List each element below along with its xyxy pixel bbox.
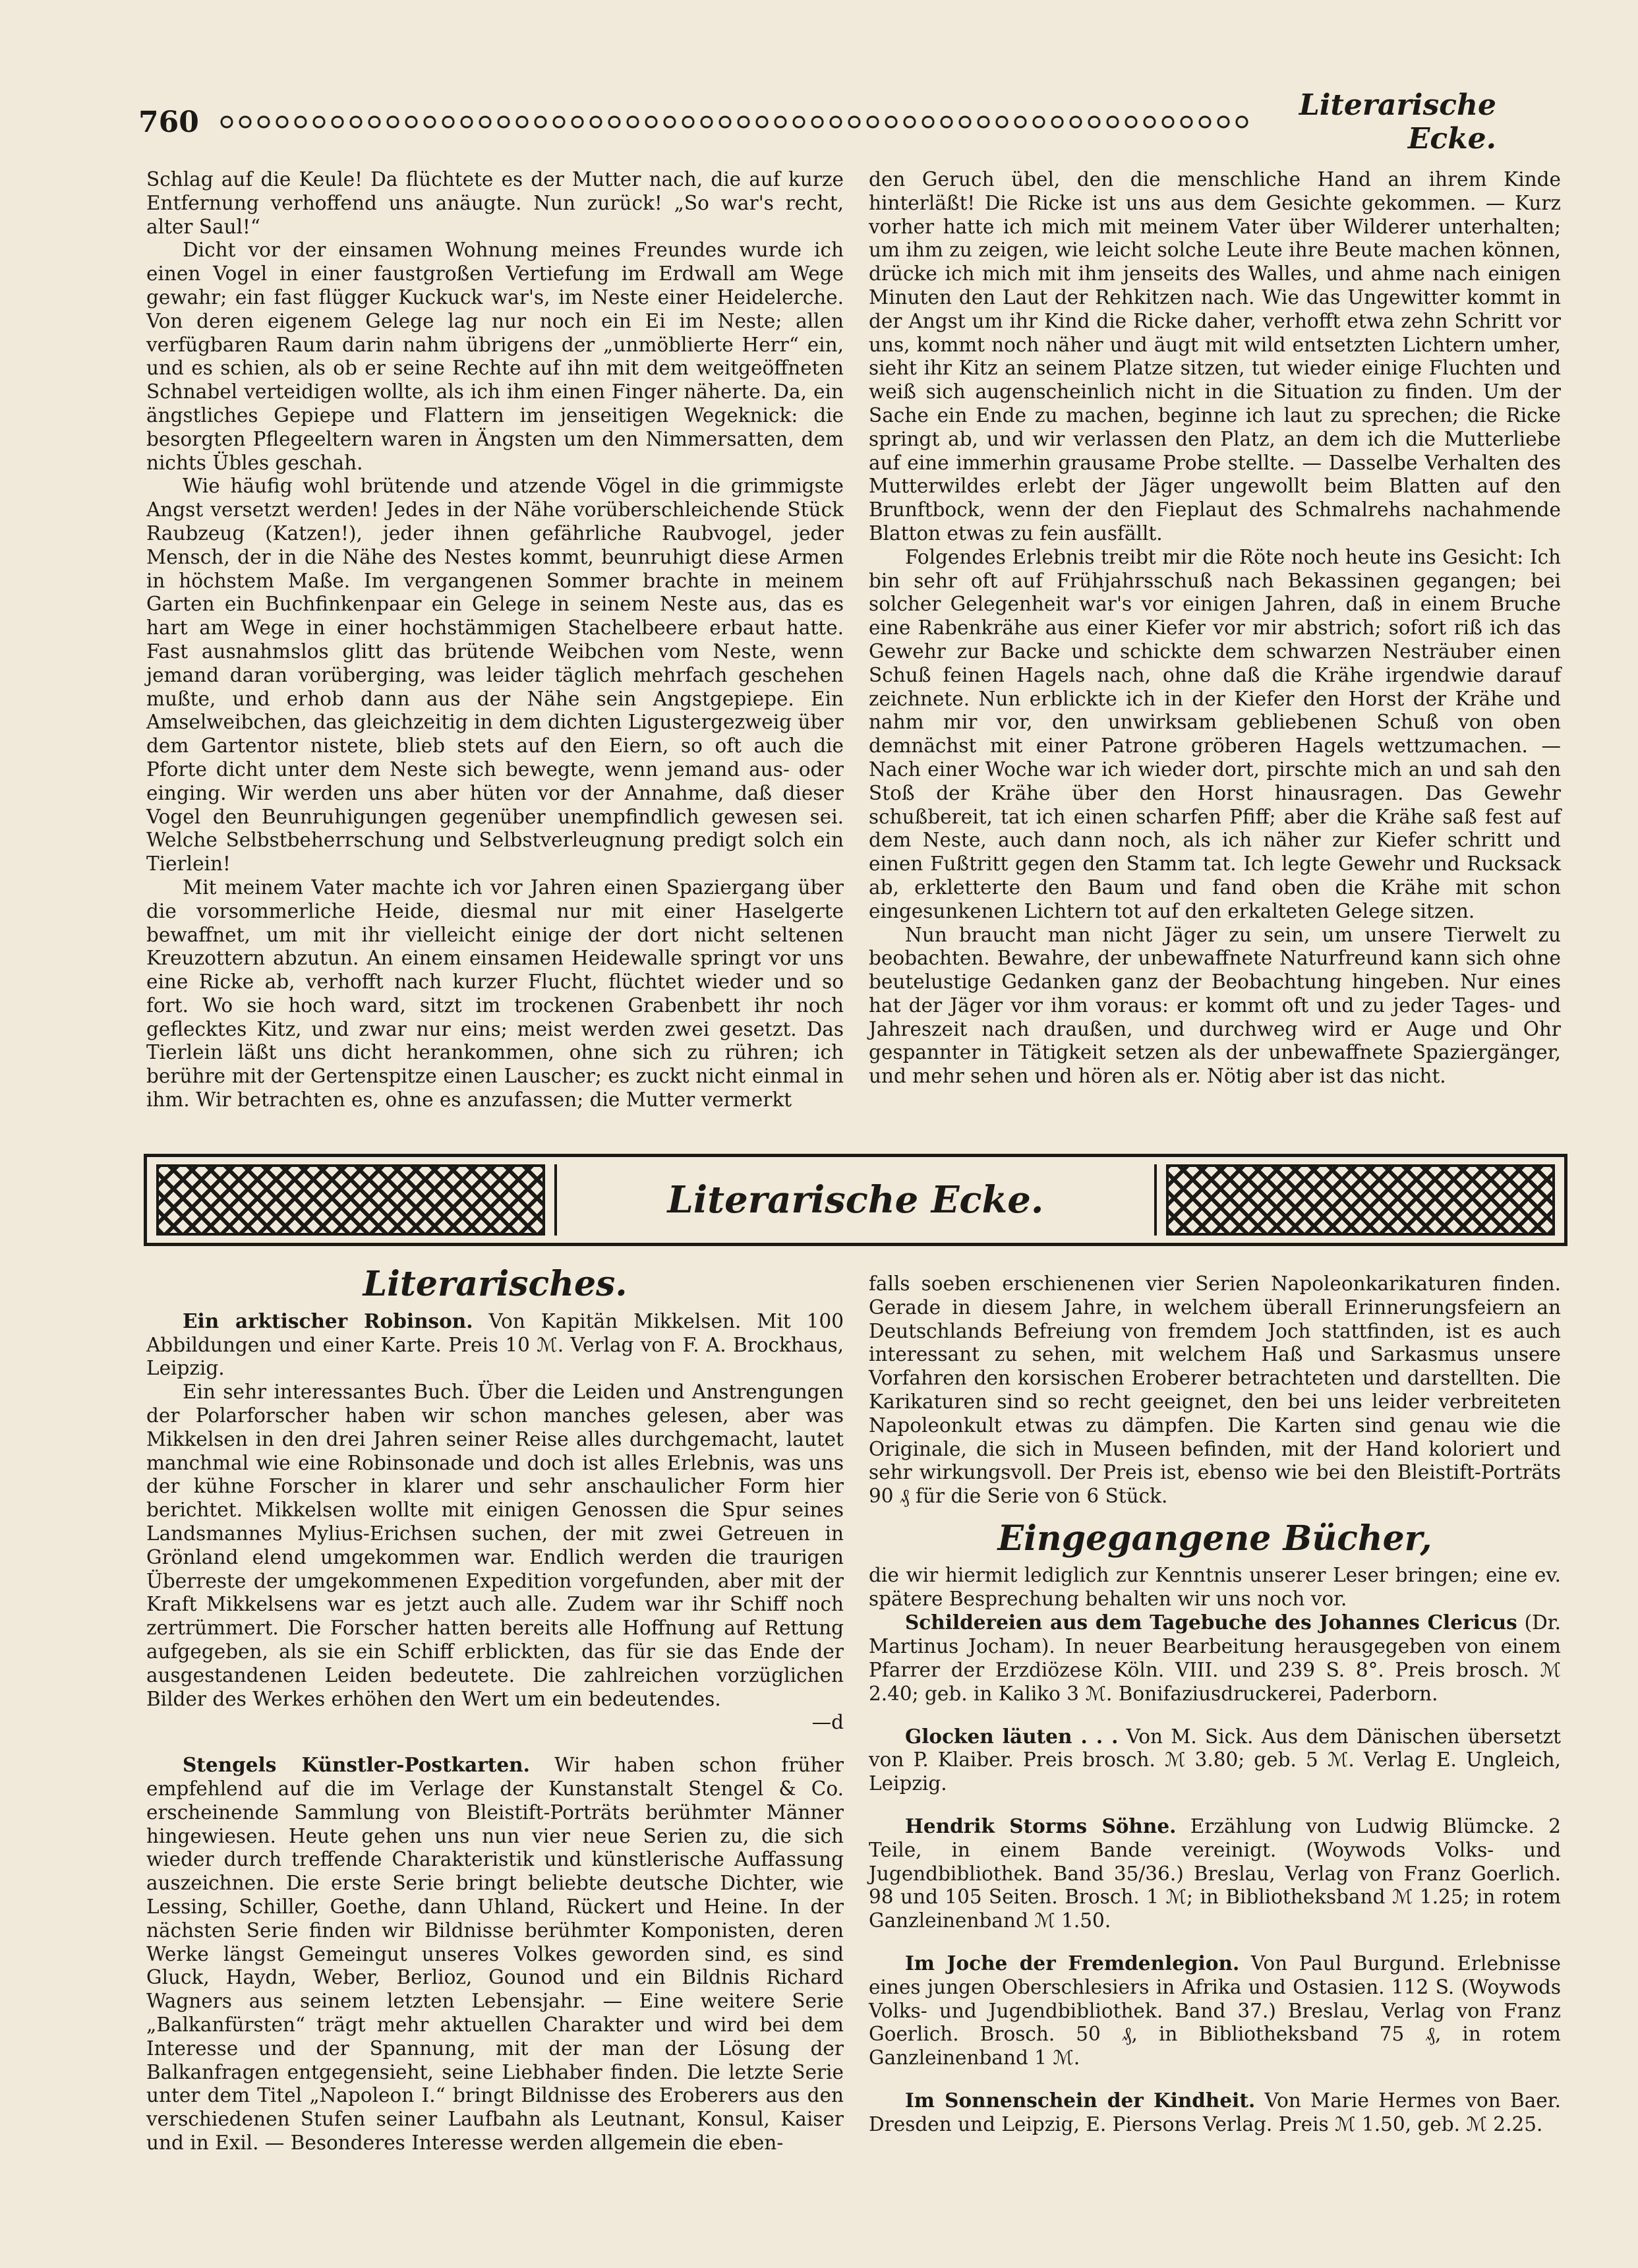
book-title: Im Joche der Fremdenlegion. [905,1951,1240,1975]
book-title: Hendrik Storms Söhne. [905,1814,1177,1837]
book-entry [869,1725,1561,1796]
eingegangene-intro: die wir hiermit lediglich zur Kenntnis unserer Leser bringen; eine ev. spätere Besprechung behalten wir uns noch vor. [869,1563,1561,1610]
paragraph: Schlag auf die Keule! Da flüchtete es der Mutter nach, die auf kurze Entfernung verhoffend uns anäugte. Nun zurück! „So war's recht, alter Saul!“ [146,168,844,238]
page-number: 760 [138,105,199,139]
review-entry [146,1753,844,2155]
literarisches-heading: Literarisches. [363,1264,628,1304]
book-entry [869,1814,1561,1933]
review-entry [146,1309,844,1381]
book-entry [869,1952,1561,2070]
running-title: Literarische Ecke. [1299,88,1496,156]
section-banner [144,1154,1567,1246]
review-meta: Von Kapitän Mikkelsen. Mit 100 Abbildungen und einer Karte. Preis 10 ℳ. Verlag von F. A. Brockhaus, Leipzig. [146,1309,844,1380]
paragraph: Folgendes Erlebnis treibt mir die Röte noch heute ins Gesicht: Ich bin sehr oft auf Frühjahrsschuß nach Bekassinen gegangen; bei solcher Gelegenheit war's vor einigen Jahren, daß in einem Bruche eine Rabenkrähe aus einer Kiefer vor mir abstrich; sofort riß ich das Gewehr zur Backe und schickte dem schwarzen Nesträuber einen Schuß feinen Hagels nach, ohne daß die Krähe irgendwie darauf zeichnete. Nun erblickte ich in der Kiefer den Horst der Krähe und nahm mir vor, den unwirksam gebliebenen Schuß von oben demnächst mit einer Patrone gröberen Hagels wettzumachen. — Nach einer Woche war ich wieder dort, pirschte mich an und sah den Stoß der Krähe über den Horst hinausragen. Das Gewehr schußbereit, tat ich einen scharfen Pfiff; aber die Krähe saß fest auf dem Neste, auch dann noch, als ich näher zur Kiefer schritt und einen Fußtritt gegen den Stamm tat. Ich legte Gewehr und Rucksack ab, erkletterte den Baum und fand oben die Krähe mit schon eingesunkenen Lichtern tot auf den erkalteten Gelege sitzen. [869,545,1561,922]
review-text: Ein sehr interessantes Buch. Über die Leiden und Anstrengungen der Polarforscher haben wir schon manches gelesen, aber was Mikkelsen in den drei Jahren seiner Reise alles durchgemacht, lautet manchmal wie eine Robinsonade und doch ist alles Erlebnis, was uns der kühne Forscher in klarer und sehr anschaulicher Form hier berichtet. Mikkelsen wollte mit einigen Genossen die Spur seines Landsmannes Mylius-Erichsen suchen, der mit zwei Getreuen in Grönland elend umgekommen war. Endlich werden die traurigen Überreste der umgekommenen Expedition vorgefunden, aber mit der Kraft Mikkelsens war es jetzt auch alle. Zudem war ihr Schiff noch zertrümmert. Die Forscher hatten bereits alle Hoffnung auf Rettung aufgegeben, als sie ein Schiff erblickten, das für sie das Ende der ausgestandenen Leiden bedeutete. Die zahlreichen vorzüglichen Bilder des Werkes erhöhen den Wert um ein bedeutendes. [146,1381,844,1710]
banner-ornament-left [156,1164,545,1236]
eingegangene-column [869,1272,1561,2137]
review-text: Wir haben schon früher empfehlend auf die im Verlage der Kunstanstalt Stengel & Co. erscheinende Sammlung von Bleistift-Porträts berühmter Männer hingewiesen. Heute gehen uns nun vier neue Serien zu, die sich wieder durch treffende Charakteristik und künstlerische Auffassung auszeichnen. Die erste Serie bringt beliebte deutsche Dichter, wie Lessing, Schiller, Goethe, dann Uhland, Rückert und Heine. In der nächsten Serie finden wir Bildnisse berühmter Komponisten, deren Werke längst Gemeingut unseres Volkes geworden sind, es sind Gluck, Haydn, Weber, Berlioz, Gounod und ein Bildnis Richard Wagners aus seinem letzten Lebensjahr. — Eine weitere Serie „Balkanfürsten“ trägt mehr aktuellen Charakter und wird bei dem Interesse und der Spannung, mit der man der Lösung der Balkanfragen entgegensieht, seine Liebhaber finden. Die letzte Serie unter dem Titel „Napoleon I.“ bringt Bildnisse des Eroberers aus den verschiedenen Stufen seiner Laufbahn als Leutnant, Konsul, Kaiser und in Exil. — Besonderes Interesse werden allgemein die eben- [146,1754,844,2154]
paragraph: Dicht vor der einsamen Wohnung meines Freundes wurde ich einen Vogel in einer faustgroßen Vertiefung im Erdwall am Wege gewahr; ein fast flügger Kuckuck war's, im Neste einer Heidelerche. Von deren eigenem Gelege lag nur noch ein Ei im Neste; allen verfügbaren Raum darin nahm übrigens der „unmöblierte Herr“ ein, und es schien, als ob er seine Rechte auf ihn mit dem weitgeöffneten Schnabel verteidigen wollte, als ich ihm einen Finger näherte. Da, ein ängstliches Gepiepe und Flattern im jenseitigen Wegeknick: die besorgten Pflegeeltern waren in Ängsten um den Nimmersatten, dem nichts Übles geschah. [146,239,844,474]
book-text: Erzählung von Ludwig Blümcke. 2 Teile, in einem Bande vereinigt. (Woywods Volks- und Jugendbibliothek. Band 35/36.) Breslau, Verlag von Franz Goerlich. 98 und 105 Seiten. Brosch. 1 ℳ; in Bibliotheksband ℳ 1.25; in rotem Ganzleinenband ℳ 1.50. [869,1814,1561,1932]
article-column-right [869,168,1561,1089]
article-column-left [146,168,844,1112]
review-continuation: falls soeben erschienenen vier Serien Napoleonkarikaturen finden. Gerade in diesem Jahre, in welchem überall Erinnerungsfeiern an Deutschlands Befreiung von fremdem Joch stattfinden, ist es auch interessant zu sehen, mit welchem Haß und Sarkasmus unsere Vorfahren den korsischen Eroberer betrachteten und darstellten. Die Karikaturen sind so recht geeignet, den bei uns leider verbreiteten Napoleonkult etwas zu dämpfen. Die Karten sind genau wie die Originale, die sich in Museen befinden, mit der Hand koloriert und sehr wirkungsvoll. Der Preis ist, ebenso wie bei den Bleistift-Porträts 90 ₰ für die Serie von 6 Stück. [869,1272,1561,1508]
book-title: Im Sonnenschein der Kindheit. [905,2088,1256,2112]
book-entry [869,2089,1561,2137]
review-title: Stengels Künstler-Postkarten. [183,1753,530,1777]
book-text: (Dr. Martinus Jocham). In neuer Bearbeitung herausgegeben von einem Pfarrer der Erzdiözese Köln. VIII. und 239 S. 8°. Preis brosch. ℳ 2.40; geb. in Kaliko 3 ℳ. Bonifaziusdruckerei, Paderborn. [869,1611,1561,1705]
review-title: Ein arktischer Robinson. [183,1309,473,1332]
book-entry [869,1611,1561,1706]
book-text: Von M. Sick. Aus dem Dänischen übersetzt von P. Klaiber. Preis brosch. ℳ 3.80; geb. 5 ℳ. Verlag E. Ungleich, Leipzig. [869,1725,1562,1795]
paragraph: Mit meinem Vater machte ich vor Jahren einen Spaziergang über die vorsommerliche Heide, diesmal nur mit einer Haselgerte bewaffnet, um mit ihr vielleicht einige der dort nicht seltenen Kreuzottern abzutun. An einem einsamen Heidewalle springt vor uns eine Ricke ab, verhofft nach kurzer Flucht, flüchtet wieder und so fort. Wo sie hoch ward, sitzt im trockenen Grabenbett ihr noch geflecktes Kitz, und zwar nur eins; meist werden zwei gesetzt. Das Tierlein läßt uns dicht herankommen, ohne sich zu rühren; ich berühre mit der Gertenspitze einen Lauscher; es zuckt nicht einmal in ihm. Wir betrachten es, ohne es anzufassen; die Mutter vermerkt [146,876,844,1112]
book-title: Glocken läuten . . . [905,1724,1119,1748]
book-text: Von Paul Burgund. Erlebnisse eines jungen Oberschlesiers in Afrika und Ostasien. 112 S. (Woywods Volks- und Jugendbibliothek. Band 37.) Breslau, Verlag von Franz Goerlich. Brosch. 50 ₰, in Bibliotheksband 75 ₰, in rotem Ganzleinenband 1 ℳ. [869,1952,1561,2070]
banner-title: Literarische Ecke. [554,1164,1157,1236]
paragraph: Nun braucht man nicht Jäger zu sein, um unsere Tierwelt zu beobachten. Bewahre, der unbewaffnete Naturfreund kann sich ohne beutelustige Gedanken ganz der Beobachtung hingeben. Nur eines hat der Jäger vor ihm voraus: er kommt oft und zu jeder Tages- und Jahreszeit nach draußen, und durchweg wird er Auge und Ohr gespannter in Tätigkeit setzen als der unbewaffnete Spaziergänger, und mehr sehen und hören als er. Nötig aber ist das nicht. [869,923,1561,1088]
paragraph: den Geruch übel, den die menschliche Hand an ihrem Kinde hinterläßt! Die Ricke ist uns aus dem Gesichte gekommen. — Kurz vorher hatte ich mich mit meinem Vater über Wilderer unterhalten; um ihm zu zeigen, wie leicht solche Leute ihre Beute machen können, drücke ich mich mit ihm jenseits des Walles, und ahme nach einigen Minuten den Laut der Rehkitzen nach. Wie das Ungewitter kommt in der Angst um ihr Kind die Ricke daher, verhofft etwa zehn Schritt vor uns, kommt noch näher und äugt mit wild entsetzten Lichtern umher, sieht ihr Kitz an seinem Platze sitzen, tut wieder einige Fluchten und weiß sich augenscheinlich nicht in die Situation zu finden. Um der Sache ein Ende zu machen, beginne ich laut zu sprechen; die Ricke springt ab, und wir verlassen den Platz, an dem ich die Mutterliebe auf eine immerhin grausame Probe stellte. — Dasselbe Verhalten des Mutterwildes erlebt der Jäger ungewollt beim Blatten auf den Brunftbock, wenn der den Fieplaut des Schmalrehs nachahmende Blatton etwas zu fein ausfällt. [869,168,1561,545]
eingegangene-heading: Eingegangene Bücher, [997,1518,1432,1559]
header-ornament [218,113,1252,131]
banner-ornament-right [1166,1164,1555,1236]
page-header [138,88,1496,156]
paragraph: Wie häufig wohl brütende und atzende Vögel in die grimmigste Angst versetzt werden! Jedes in der Nähe vorüberschleichende Stück Raubzeug (Katzen!), jeder ihnen gefährliche Raubvogel, jeder Mensch, der in die Nähe des Nestes kommt, beunruhigt diese Armen in höchstem Maße. Im vergangenen Sommer brachte in meinem Garten ein Buchfinkenpaar ein Gelege in seinem Neste aus, das es hart am Wege in einer hochstämmigen Stachelbeere erbaut hatte. Fast ausnahmslos glitt das brütende Weibchen vom Neste, wenn jemand daran vorüberging, was leider täglich mehrfach geschehen mußte, und erhob dann aus der Nähe sein Angstgepiepe. Ein Amselweibchen, das gleichzeitig in dem dichten Ligustergezweig über dem Gartentor nistete, blieb stets auf den Eiern, so oft auch die Pforte dicht unter dem Neste sich bewegte, wenn jemand aus- oder einging. Wir werden uns aber hüten vor der Annahme, daß dieser Vogel den Beunruhigungen gegenüber unempfindlich gewesen sei. Welche Selbstbeherrschung und Selbstverleugnung predigt solch ein Tierlein! [146,475,844,876]
literarisches-column [146,1264,844,2155]
book-text: Von Marie Hermes von Baer. Dresden und Leipzig, E. Piersons Verlag. Preis ℳ 1.50, geb. ℳ 2.25. [869,2089,1561,2135]
book-title: Schildereien aus dem Tagebuche des Johannes Clericus [905,1611,1517,1634]
review-signature: —d [811,1711,844,1734]
